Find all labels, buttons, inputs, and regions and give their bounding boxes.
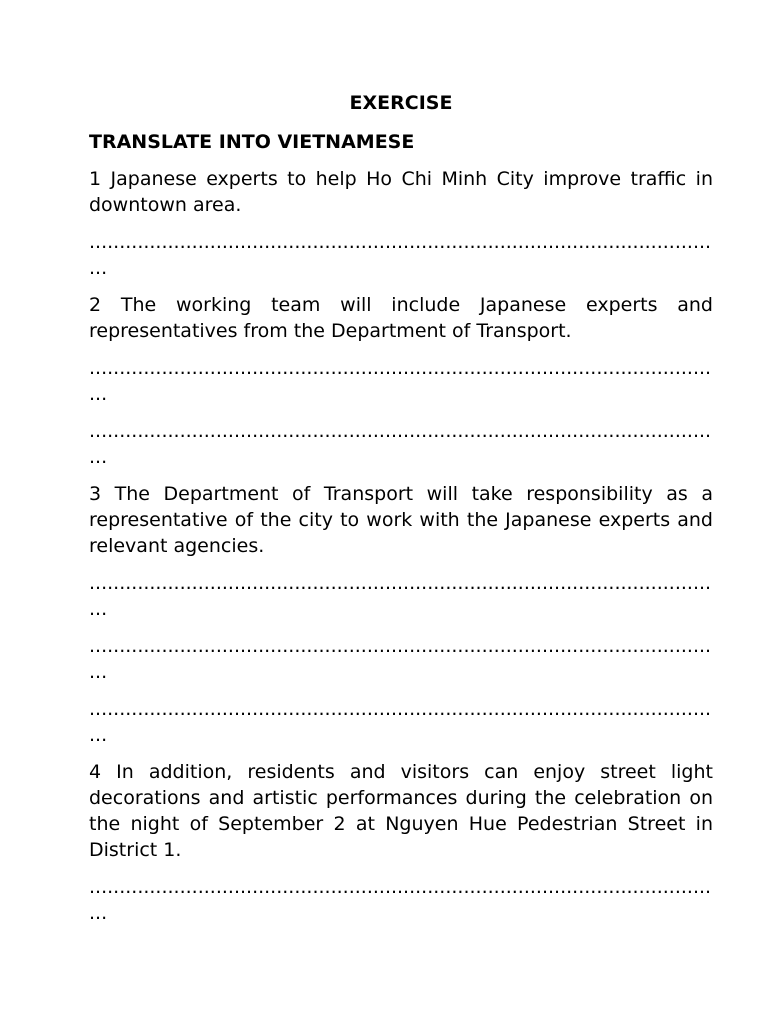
question-text: 1 Japanese experts to help Ho Chi Minh City improve traffic in downtown area. bbox=[89, 168, 713, 216]
question-block-1 bbox=[89, 166, 713, 281]
question-block-4 bbox=[89, 759, 713, 926]
question-text: 3 The Department of Transport will take responsibility as a representative of the city to work with the Japanese experts and relevant agencies. bbox=[89, 483, 713, 557]
question-block-3 bbox=[89, 481, 713, 748]
question-text: 4 In addition, residents and visitors can enjoy street light decorations and artistic performances during the celebration on the night of September 2 at Nguyen Hue Pedestrian Street in District 1. bbox=[89, 761, 713, 861]
worksheet-instruction: TRANSLATE INTO VIETNAMESE bbox=[89, 131, 415, 153]
answer-line: .......................................................................................................... bbox=[89, 357, 712, 405]
answer-line: .......................................................................................................... bbox=[89, 572, 712, 620]
question-block-2 bbox=[89, 292, 713, 470]
answer-line: .......................................................................................................... bbox=[89, 635, 712, 683]
worksheet-title: EXERCISE bbox=[349, 92, 453, 114]
answer-line: .......................................................................................................... bbox=[89, 876, 712, 924]
answer-line: .......................................................................................................... bbox=[89, 420, 712, 468]
answer-line: .......................................................................................................... bbox=[89, 231, 712, 279]
question-text: 2 The working team will include Japanese experts and representatives from the Department of Transport. bbox=[89, 294, 713, 342]
answer-line: .......................................................................................................... bbox=[89, 698, 712, 746]
